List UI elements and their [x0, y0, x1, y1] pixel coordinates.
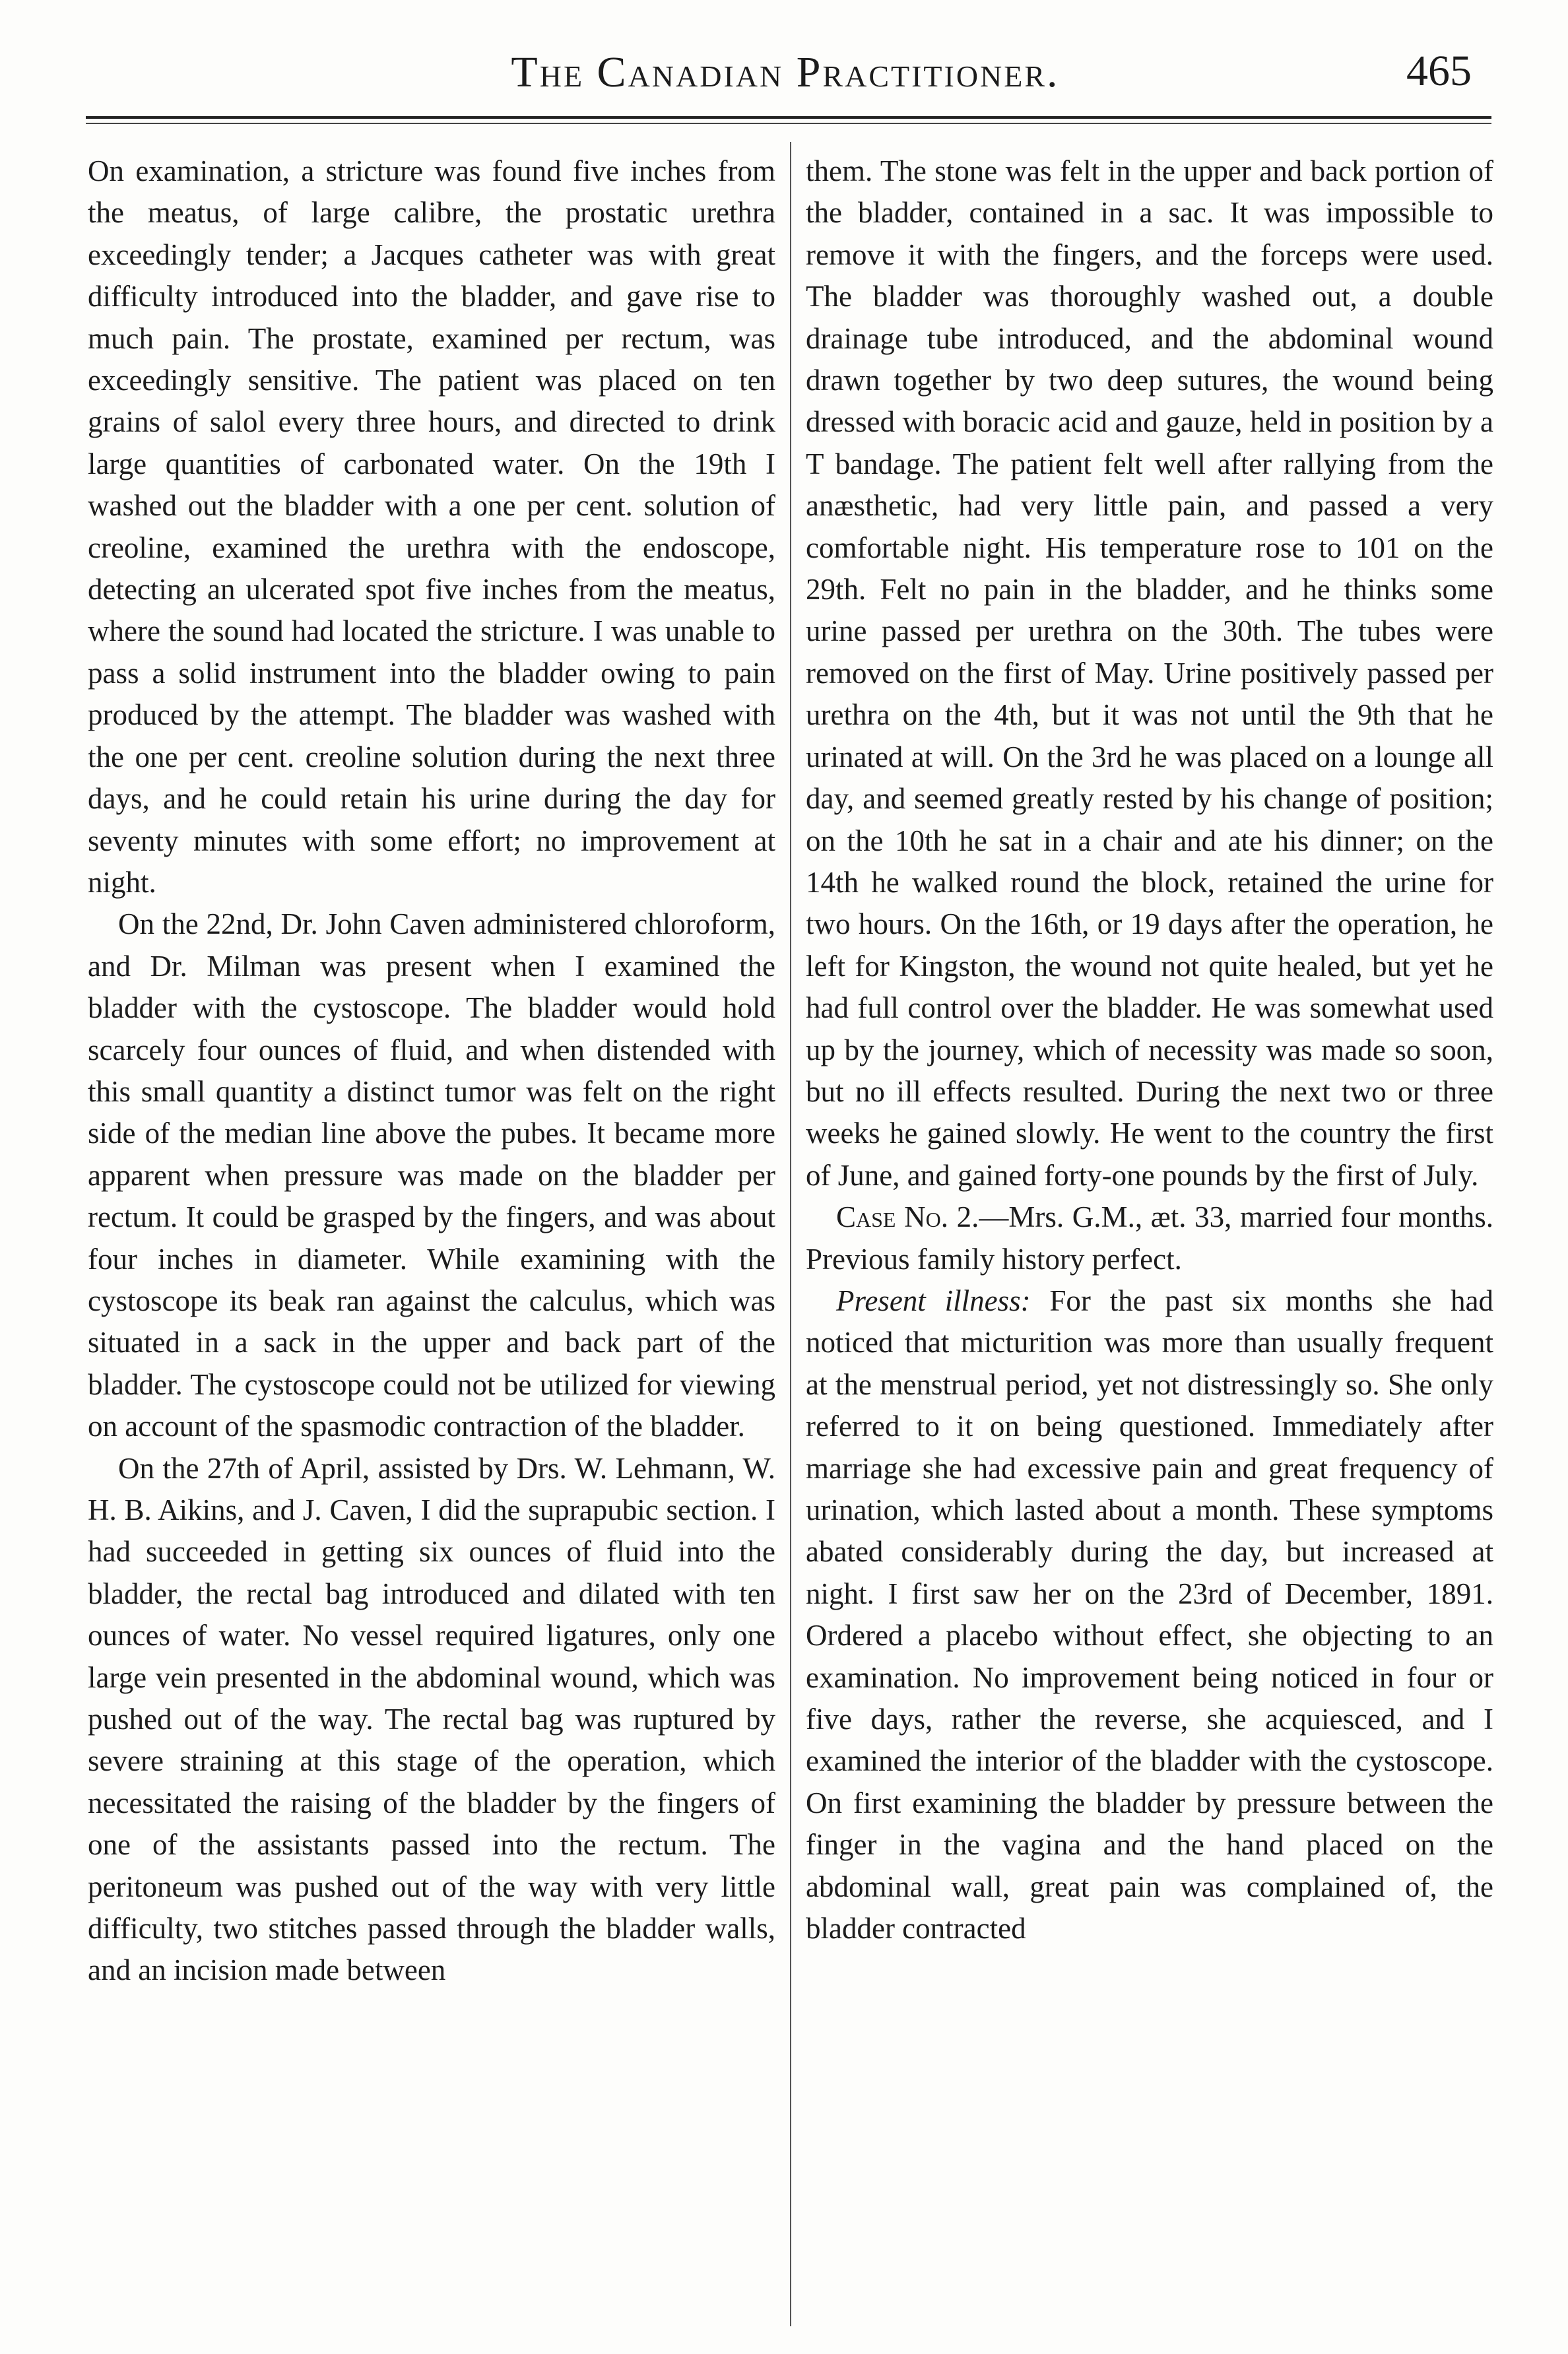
present-illness-label: Present illness: — [836, 1284, 1031, 1317]
paragraph: them. The stone was felt in the upper and back portion of the bladder, contained in a sac. It was impossible to remove it with the fingers, and the forceps were used. The bladder was thoroughly washed out, a double drainage tube introduced, and the abdominal wound drawn together by two deep sutures, the wound being dressed with boracic acid and gauze, held in position by a T bandage. The patient felt well after rallying from the anæsthetic, had very little pain, and passed a very comfortable night. His temperature rose to 101 on the 29th. Felt no pain in the bladder, and he thinks some urine passed per urethra on the 30th. The tubes were removed on the first of May. Urine positively passed per urethra on the 4th, but it was not until the 9th that he urinated at will. On the 3rd he was placed on a lounge all day, and seemed greatly rested by his change of position; on the 10th he sat in a chair and ate his dinner; on the 14th he walked round the block, retained the urine for two hours. On the 16th, or 19 days after the operation, he left for Kingston, the wound not quite healed, but yet he had full control over the bladder. He was somewhat used up by the journey, which of necessity was made so soon, but no ill effects resulted. During the next two or three weeks he gained slowly. He went to the country the first of June, and gained forty-one pounds by the first of July. — [806, 154, 1493, 1192]
paragraph: On the 22nd, Dr. John Caven administered chloroform, and Dr. Milman was present when I examined the bladder with the cystoscope. The bladder would hold scarcely four ounces of fluid, and when distended with this small quantity a distinct tumor was felt on the right side of the median line above the pubes. It became more apparent when pressure was made on the bladder per rectum. It could be grasped by the fingers, and was about four inches in diameter. While examining with the cystoscope its beak ran against the calculus, which was situated in a sack in the upper and back part of the bladder. The cystoscope could not be utilized for viewing on account of the spasmodic contraction of the bladder. — [88, 907, 775, 1443]
right-column — [806, 150, 1493, 1949]
column-divider — [790, 142, 791, 2326]
header-rule-thick — [86, 116, 1491, 119]
left-column — [88, 150, 775, 1992]
present-illness-text: For the past six months she had noticed that micturition was more than usually frequent at the menstrual period, yet not distressingly so. She only referred to it on being questioned. Immediately after marriage she had excessive pain and great frequency of urination, which lasted about a month. These symptoms abated considerably during the day, but increased at night. I first saw her on the 23rd of December, 1891. Ordered a placebo without effect, she objecting to an examination. No improvement being noticed in four or five days, rather the reverse, she acquiesced, and I examined the interior of the bladder with the cystoscope. On first examining the bladder by pressure between the finger in the vagina and the hand placed on the abdominal wall, great pain was complained of, the bladder contracted — [806, 1284, 1493, 1945]
page-number: 465 — [1406, 47, 1472, 95]
paragraph: On the 27th of April, assisted by Drs. W. Lehmann, W. H. B. Aikins, and J. Caven, I did the suprapubic section. I had succeeded in getting six ounces of fluid into the bladder, the rectal bag introduced and dilated with ten ounces of water. No vessel required ligatures, only one large vein presented in the abdominal wound, which was pushed out of the way. The rectal bag was ruptured by severe straining at this stage of the operation, which necessitated the raising of the bladder by the fingers of one of the assistants passed into the rectum. The peritoneum was pushed out of the way with very little difficulty, two stitches passed through the bladder walls, and an incision made between — [88, 1451, 775, 1987]
running-head — [86, 40, 1485, 112]
present-illness-paragraph — [806, 1280, 1493, 1950]
header-rule-thin — [86, 123, 1491, 124]
case-label: Case No. 2. — [836, 1200, 979, 1234]
journal-title: The Canadian Practitioner. — [511, 48, 1060, 96]
paragraph: On examination, a stricture was found five inches from the meatus, of large calibre, the prostatic urethra exceedingly tender; a Jacques catheter was with great difficulty introduced into the bladder, and gave rise to much pain. The prostate, examined per rectum, was exceedingly sensitive. The patient was placed on ten grains of salol every three hours, and directed to drink large quantities of carbonated water. On the 19th I washed out the bladder with a one per cent. solution of creoline, examined the urethra with the endoscope, detecting an ulcerated spot five inches from the meatus, where the sound had located the stricture. I was unable to pass a solid instrument into the bladder owing to pain produced by the attempt. The bladder was washed with the one per cent. creoline solution during the next three days, and he could retain his urine during the day for seventy minutes with some effort; no improvement at night. — [88, 154, 775, 899]
case-heading-paragraph — [806, 1196, 1493, 1280]
case-text: —Mrs. G.M., æt. 33, married four months. Previous family history perfect. — [806, 1200, 1494, 1276]
